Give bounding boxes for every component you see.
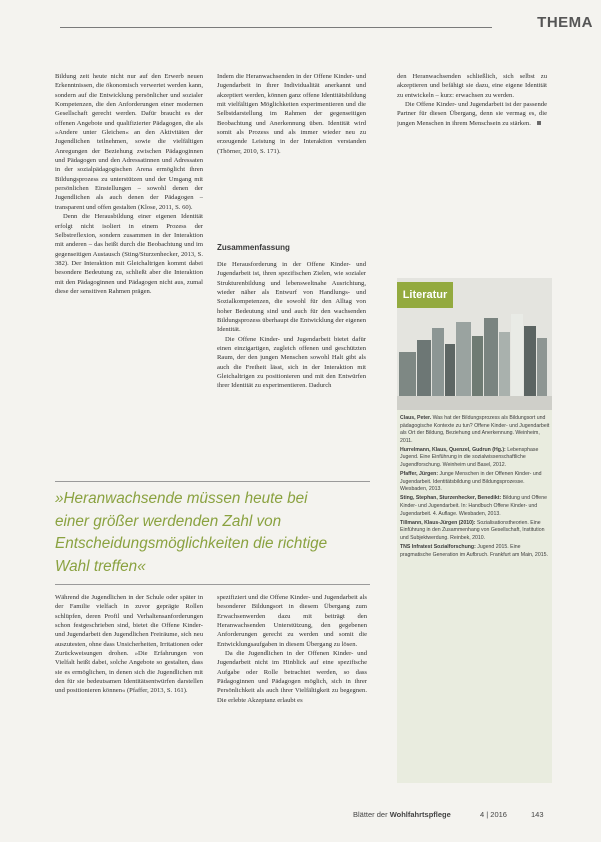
column-4 [55,593,203,801]
column-5 [217,593,367,801]
quote-rule-top [55,481,370,482]
end-mark-icon [537,121,541,125]
paragraph: Die Herausforderung in der Offene Kinder- und Jugendarbeit ist, ihren spezifischen Zielen, wie sozialer Strukturenbildung und lebensweltnahe Ausrichtung, wieder näher als Entwurf von Handlungs- und Sozialkompetenzen, die sowohl für den Alltag von hoher Bedeutung sind und auch für den wachsenden Bildungsprozess überhaupt die Entwicklung der eigenen Identität. [217,261,366,334]
column-1 [55,72,203,482]
literature-title: Literatur [397,282,453,308]
section-label: THEMA [537,14,593,31]
literature-entry [400,495,550,518]
paragraph [397,100,547,128]
paragraph: Während die Jugendlichen in der Schule oder später in der Familie vielfach in zuvor geprägte Rollen schlüpfen, deren Profil und Verhaltensanforderungen schon festgeschrieben sind, bietet die Offene Kinder- und Jugendarbeit den Jugendlichen Freiräume, sich neu auszutesten, ohne dass Unsicherheiten, Irritationen oder Zurückweisungen drohen. »Die Erfahrungen von Vielfalt heißt dabei, solche Angebote so gestalten, dass sie es ermöglichen, in denen sich die Jugendlichen mit den für sie bedeutsamen Identitätsentwürfen darstellen und positionieren können« (Pfaffer, 2013, S. 161). [55,594,203,695]
journal-bold: Wohlfahrtspflege [389,810,451,819]
entry-author: Hurrelmann, Klaus, Quenzel, Gudrun (Hg.): [400,446,506,453]
section-heading: Zusammenfassung [217,243,290,252]
journal-prefix: Blätter der [353,810,390,819]
pull-quote-line: »Heranwachsende müssen heute bei [55,490,308,507]
entry-author: Pfaffer, Jürgen: [400,471,439,478]
paragraph: Die Offene Kinder- und Jugendarbeit bietet dafür einen einzigartigen, zugleich offenen und geschützten Raum, der den jungen Menschen sowohl Halt gibt als auch die Freiheit lässt, sich in der Interaktion mit Gleichaltrigen zu positionieren und mit den Entwürfen ihrer Identität zu experimentieren. Dadurch [217,335,366,390]
books-photo [397,278,552,410]
paragraph: Denn die Herausbildung einer eigenen Identität erfolgt nicht isoliert in einem Prozess der Selbstreflexion, sondern zusammen in der Interaktion mit anderen – das heißt durch die Beobachtung und im gegenseitigen Austausch (Sting/Sturzenhecker, 2013, S. 382). Der Interaktion mit Gleichaltrigen kommt dabei besondere Bedeutung zu, schließt aber die Interaktion mit den Pädagoginnen und Pädagogen nicht aus, zumal diese der sensitiven Rahmen prägen. [55,213,203,295]
entry-text: Was hat der Bildungsprozess als Bildungsort und pädagogische Kontexte zu tun? Offene Kinder- und Jugendarbeit als Ort der Bildung, Beziehung und Anerkennung. Weinheim, 2011. [400,415,550,444]
paragraph: den Heranwachsenden schließlich, sich selbst zu akzeptieren und befähigt sie dazu, eine eigene Identität zu entwickeln – kurz: erwachsen zu werden. [397,73,547,99]
entry-text: Bildung und Offene Kinder- und Jugendarbeit. In: Handbuch Offene Kinder- und Jugendarbeit. 4. Auflage. Wiesbaden, 2013. [400,495,547,517]
entry-text: Lebensphase Jugend. Eine Einführung in die sozialwissenschaftliche Jugendforschung. Weinheim und Basel, 2012. [400,446,539,469]
entry-author: Tillmann, Klaus-Jürgen (2010): [400,519,476,526]
entry-text: Jugend 2015. Eine pragmatische Generation im Aufbruch. Frankfurt am Main, 2015. [400,544,548,558]
literature-list [400,415,550,561]
pull-quote-line: Wahl treffen« [55,557,146,575]
issue-number: 4 | 2016 [480,810,507,819]
literature-entry [400,544,550,559]
paragraph: Da die Jugendlichen in der Offenen Kinder- und Jugendarbeit nicht im Hinblick auf eine spezifische Aufgabe oder Rolle betrachtet werden, so dass Pädagoginnen und Pädagogen möglich, sich in ihrer Persönlichkeit als auch ihrer Vielfältigkeit zu begegnen. Die erlebte Akzeptanz erlaubt es [217,650,367,704]
page-number: 143 [531,810,544,819]
entry-text: Junge Menschen in der Offenen Kinder- und Jugendarbeit. Identitätsbildung und Bildungsprozesse. Wiesbaden, 2013. [400,471,542,493]
journal-name [353,810,451,819]
literature-box [397,278,552,783]
header-rule [60,27,492,28]
entry-author: TNS Infratest Sozialforschung: [400,544,476,550]
literature-entry [400,447,550,470]
literature-entry [400,471,550,494]
entry-text: Sozialisationstheorien. Eine Einführung in den Zusammenhang von Gesellschaft, Institution und Subjektwerdung. Reinbek, 2010. [400,519,545,541]
pull-quote [55,488,375,578]
paragraph-text: Die Offene Kinder- und Jugendarbeit ist der passende Partner für diesen Übergang, denn sie vermag es, die jungen Menschen in ihrem Menschsein zu stärken. [397,101,547,127]
entry-author: Sting, Stephan, Sturzenhecker, Benedikt: [400,495,502,502]
literature-entry [400,415,550,445]
page-footer [0,806,601,826]
entry-author: Claus, Peter. [400,415,432,421]
column-3 [397,72,547,182]
quote-rule-bottom [55,584,370,585]
paragraph: Indem die Heranwachsenden in der Offene Kinder- und Jugendarbeit in ihrer Individualität anerkannt und akzeptiert werden, können ganz offene Identitätsbildung mit vielfältigen Möglichkeiten experimentieren und die Selbstdarstellung im Rahmen der gegenseitigen Beobachtung und Anerkennung üben. Identität wird somit als Prozess und als immer wieder neu zu erzeugende Leistung in der Interaktion verstanden (Thörner, 2010, S. 171). [217,73,366,155]
column-2 [217,72,366,232]
pull-quote-line: einer größer werdenden Zahl von [55,512,282,530]
summary-text [217,260,366,475]
literature-entry [400,520,550,543]
pull-quote-line: Entscheidungsmöglichkeiten die richtige [55,535,328,552]
paragraph: Bildung zeit heute nicht nur auf den Erwerb neuen Erkenntnissen, die ökonomisch verwertet werden kann, sondern auf die Entwicklung persönlicher und sozialer Kompetenzen, die den Anforderungen einer modernen Gesellschaft gerecht werden. Dafür braucht es der offenen Angebote und qualifizierter Pädagogen, die als »Andere unter Gleichen« an den Aktivitäten der Jugendlichen teilnehmen, sowie die vielfältigen Anregungen der Beziehung zwischen Pädagoginnen und Pädagogen und den Adressatinnen und Adressaten in der sozialpädagogischen Arena ermöglicht ihren Bildungsprozess zu unterstützen und der Umgang mit persönlichen Einstellungen – sowohl denen der Jugendlichen als auch denen der Pädagogen – transparent und offen gestalten (Klose, 2011, S. 60). [55,73,203,211]
paragraph: spezifiziert und die Offene Kinder- und Jugendarbeit als besonderer Bildungsort in diesem Übergang zum Erwachsenwerden dazu mit beiträgt den Heranwachsenden Unterstützung, den gegebenen Anforderungen gerecht zu werden und somit die Entwicklungsaufgaben in diesem Übergang zu lösen. [217,594,367,648]
